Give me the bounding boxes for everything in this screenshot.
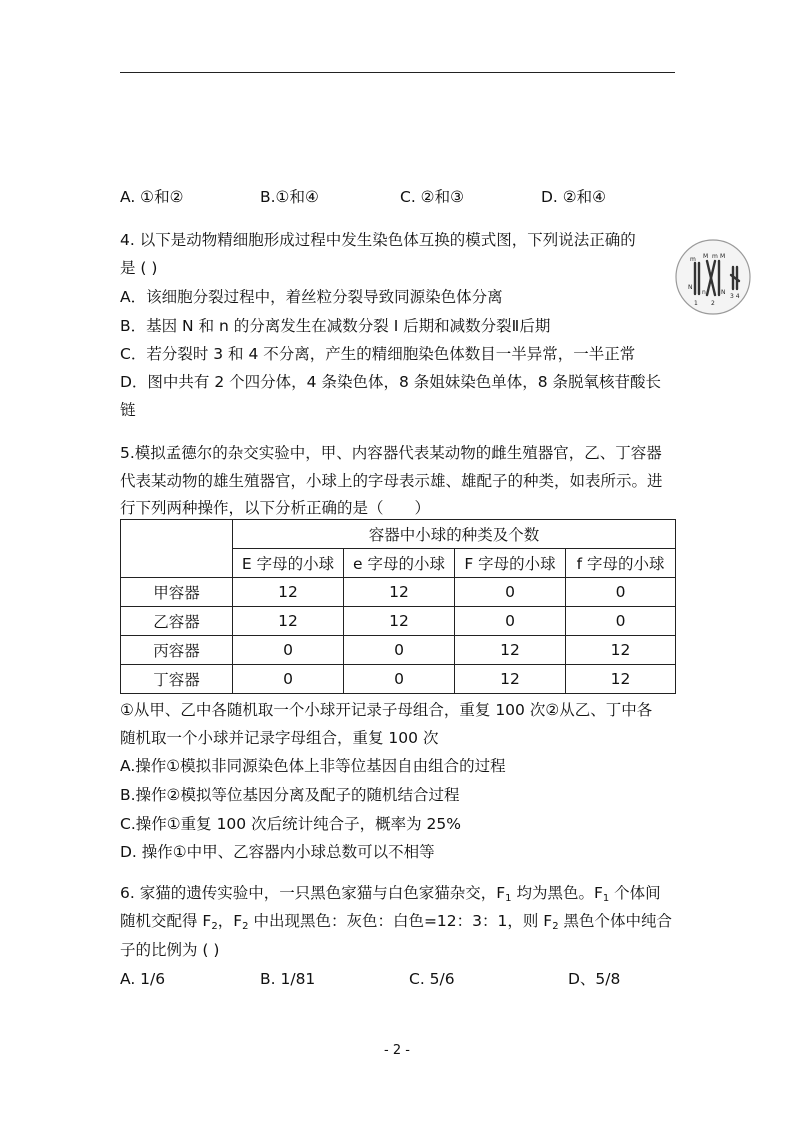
subscript: 1 — [602, 893, 610, 904]
table-cell: 12 — [455, 665, 566, 694]
row-label: 乙容器 — [121, 607, 233, 636]
table-cell: 12 — [233, 607, 344, 636]
table-cell: 0 — [344, 665, 455, 694]
q3-option-a: A. ①和② — [120, 188, 184, 206]
table-row — [121, 665, 676, 694]
q6-text: 黑色个体中纯合 — [558, 912, 673, 930]
column-header: E 字母的小球 — [233, 549, 344, 578]
table-corner-cell — [121, 520, 233, 578]
q5-stem-line1: 5.模拟孟德尔的杂交实验中，甲、内容器代表某动物的雌生殖器官，乙、丁容器 — [120, 444, 662, 462]
q4-option-d-line1: D．图中共有 2 个四分体，4 条染色体，8 条姐妹染色单体，8 条脱氧核苷酸长 — [120, 373, 662, 391]
row-label: 丁容器 — [121, 665, 233, 694]
q6-option-c: C. 5/6 — [409, 970, 455, 988]
header-rule — [120, 72, 675, 73]
table-cell: 12 — [344, 578, 455, 607]
column-header: f 字母的小球 — [566, 549, 676, 578]
q5-operations-line1: ①从甲、乙中各随机取一个小球开记录子母组合，重复 100 次②从乙、丁中各 — [120, 701, 653, 719]
q5-stem-line2: 代表某动物的雄生殖器官，小球上的字母表示雄、雄配子的种类，如表所示。进 — [120, 472, 663, 490]
column-header: F 字母的小球 — [455, 549, 566, 578]
gene-label: N — [721, 289, 726, 296]
q6-stem-line1 — [120, 883, 661, 903]
table-header-row — [121, 520, 676, 549]
q4-option-a: A．该细胞分裂过程中，着丝粒分裂导致同源染色体分离 — [120, 288, 503, 306]
q4-option-d-line2: 链 — [120, 401, 136, 419]
q4-option-c: C．若分裂时 3 和 4 不分离，产生的精细胞染色体数目一半异常，一半正常 — [120, 345, 636, 363]
chromosome-number: 3 4 — [730, 293, 740, 300]
q5-option-c: C.操作①重复 100 次后统计纯合子，概率为 25% — [120, 815, 461, 833]
q6-text: 均为黑色。F — [511, 884, 603, 902]
q6-text: ，F — [217, 912, 243, 930]
q5-option-b: B.操作②模拟等位基因分离及配子的随机结合过程 — [120, 786, 460, 804]
table-cell: 12 — [566, 665, 676, 694]
table-cell: 0 — [233, 636, 344, 665]
subscript: 2 — [211, 921, 218, 932]
table-cell: 0 — [455, 607, 566, 636]
table-cell: 0 — [455, 578, 566, 607]
q3-option-b: B.①和④ — [260, 188, 319, 206]
gene-label: N — [688, 284, 693, 291]
q6-text: 6. 家猫的遗传实验中，一只黑色家猫与白色家猫杂交，F — [120, 884, 506, 902]
q6-option-a: A. 1/6 — [120, 970, 166, 988]
gene-label: m — [712, 253, 718, 260]
q5-operations-line2: 随机取一个小球并记录字母组合，重复 100 次 — [120, 729, 439, 747]
row-label: 丙容器 — [121, 636, 233, 665]
q5-option-a: A.操作①模拟非同源染色体上非等位基因自由组合的过程 — [120, 757, 506, 775]
table-cell: 0 — [344, 636, 455, 665]
q6-text: 随机交配得 F — [120, 912, 212, 930]
q6-stem-line3: 子的比例为 ( ) — [120, 941, 220, 959]
subscript: 2 — [242, 921, 249, 932]
q5-stem-line3: 行下列两种操作，以下分析正确的是（ ） — [120, 499, 431, 517]
table-cell: 12 — [233, 578, 344, 607]
table-cell: 12 — [344, 607, 455, 636]
subscript: 1 — [505, 893, 512, 904]
q4-stem-line1: 4. 以下是动物精细胞形成过程中发生染色体互换的模式图，下列说法正确的 — [120, 231, 636, 249]
chromosome-number: 2 — [711, 300, 715, 307]
table-cell: 0 — [566, 607, 676, 636]
q6-text: 中出现黑色：灰色：白色=12：3：1，则 F — [248, 912, 553, 930]
q6-text: 个体间 — [609, 884, 661, 902]
gene-label: m — [690, 256, 696, 263]
gene-label: M — [703, 253, 709, 260]
table-row — [121, 636, 676, 665]
subscript: 2 — [552, 921, 559, 932]
table-cell: 0 — [566, 578, 676, 607]
table-cell: 12 — [455, 636, 566, 665]
row-label: 甲容器 — [121, 578, 233, 607]
q6-stem-line2 — [120, 911, 672, 931]
q6-option-b: B. 1/81 — [260, 970, 316, 988]
table-row — [121, 578, 676, 607]
q3-option-d: D. ②和④ — [541, 188, 607, 206]
gene-label: M — [720, 253, 726, 260]
page-number: - 2 - — [384, 1043, 410, 1058]
q3-option-c: C. ②和③ — [400, 188, 464, 206]
ball-count-table — [120, 519, 676, 694]
q4-stem-line2: 是 ( ) — [120, 259, 158, 277]
table-cell: 12 — [566, 636, 676, 665]
chromosome-crossover-figure — [673, 237, 753, 317]
q5-option-d: D. 操作①中甲、乙容器内小球总数可以不相等 — [120, 843, 435, 861]
table-row — [121, 607, 676, 636]
gene-label: n — [702, 289, 706, 296]
q6-option-d: D、5/8 — [568, 970, 621, 988]
table-cell: 0 — [233, 665, 344, 694]
table-group-header: 容器中小球的种类及个数 — [233, 520, 676, 549]
chromosome-number: 1 — [694, 300, 698, 307]
q4-option-b: B．基因 N 和 n 的分离发生在减数分裂 I 后期和减数分裂Ⅱ后期 — [120, 317, 551, 335]
column-header: e 字母的小球 — [344, 549, 455, 578]
